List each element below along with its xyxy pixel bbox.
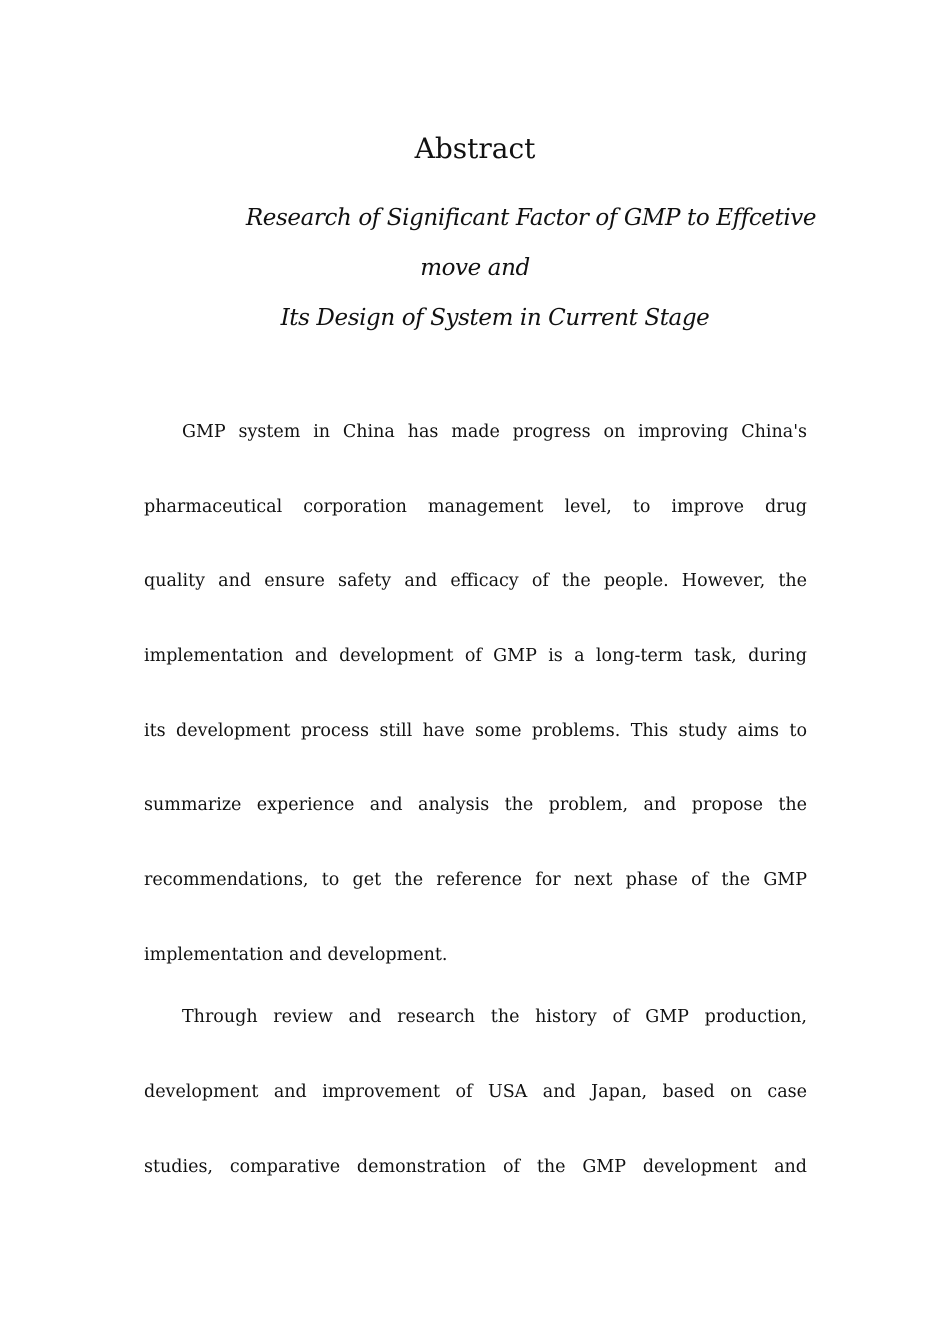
body-line-9: Through review and research the history of GMP production, [182,1007,807,1027]
body-line-10: development and improvement of USA and Japan, based on case [144,1082,807,1102]
subtitle-line-3: Its Design of System in Current Stage [280,305,710,331]
body-line-6: summarize experience and analysis the problem, and propose the [144,795,807,815]
body-line-3: quality and ensure safety and efficacy of the people. However, the [144,571,807,591]
body-line-4: implementation and development of GMP is a long-term task, during [144,646,807,666]
body-line-1: GMP system in China has made progress on improving China's [182,422,807,442]
body-line-7: recommendations, to get the reference for next phase of the GMP [144,870,807,890]
body-line-8: implementation and development. [144,945,448,965]
subtitle-line-2: move and [420,255,530,281]
body-line-11: studies, comparative demonstration of the GMP development and [144,1157,807,1177]
subtitle-line-1: Research of Significant Factor of GMP to Effcetive [245,205,817,231]
abstract-heading: Abstract [414,132,536,165]
body-line-2: pharmaceutical corporation management level, to improve drug [144,497,807,517]
body-line-5: its development process still have some problems. This study aims to [144,721,807,741]
